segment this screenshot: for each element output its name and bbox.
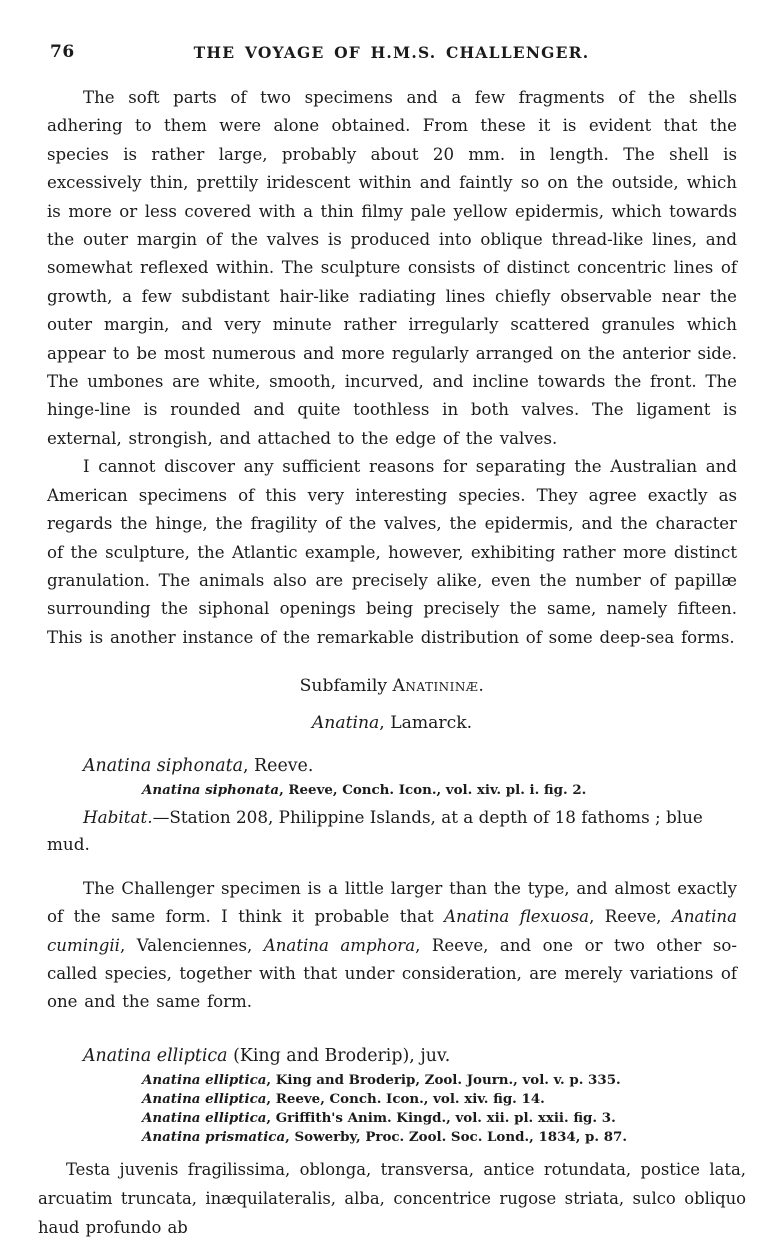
genus-heading: Anatina, Lamarck. xyxy=(311,713,473,734)
subfamily-heading: Subfamily Anatininæ. xyxy=(299,676,485,697)
page-number: 76 xyxy=(50,42,75,62)
text-block xyxy=(38,84,746,1242)
paragraph-challenger-specimen: The Challenger specimen is a little larger than the type, and almost exactly of the same form. I think it probable that Anatina flexuosa, Reeve, Anatina cumingii, Valenciennes, Anatina amphora, Reeve, and one or two other so-called species, together with that under consideration, are merely variations of one and the same form. xyxy=(47,878,738,1012)
synonymy-line: Anatina prismatica, Sowerby, Proc. Zool. Soc. Lond., 1834, p. 87. xyxy=(142,1128,628,1145)
synonymy-list-elliptica xyxy=(142,1071,737,1147)
species-heading-siphonata: Anatina siphonata, Reeve. xyxy=(83,756,314,777)
paragraph-soft-parts: The soft parts of two specimens and a few fragments of the shells adhering to them were alone obtained. From these it is evident that the species is rather large, probably about 20 mm. in length. The shell is excessively thin, prettily iridescent within and faintly so on the outside, which is more or less covered with a thin filmy pale yellow epidermis, which towards the outer margin of the valves is produced into oblique thread-like lines, and somewhat reflexed within. The sculpture consists of distinct concentric lines of growth, a few subdistant hair-like radiating lines chiefly observable near the outer margin, and very minute rather irregularly scattered granules which appear to be most numerous and more regularly arranged on the anterior side. The umbones are white, smooth, incurved, and incline towards the front. The hinge-line is rounded and quite toothless in both valves. The ligament is external, strongish, and attached to the edge of the valves. xyxy=(47,88,737,448)
running-title: THE VOYAGE OF H.M.S. CHALLENGER. xyxy=(193,43,590,62)
synonymy-line: Anatina elliptica, Griffith's Anim. Kingd., vol. xii. pl. xxii. fig. 3. xyxy=(142,1109,616,1126)
paragraph-latin-description: Testa juvenis fragilissima, oblonga, transversa, antice rotundata, postice lata, arcuatim truncata, inæquilateralis, alba, concentrice rugose striata, sulco obliquo haud profundo ab xyxy=(38,1160,746,1238)
running-header xyxy=(47,42,736,64)
habitat-line: Habitat.—Station 208, Philippine Islands, at a depth of 18 fathoms ; blue mud. xyxy=(47,807,703,855)
synonymy-line: Anatina siphonata, Reeve, Conch. Icon., vol. xiv. pl. i. fig. 2. xyxy=(142,782,587,799)
species-heading-elliptica: Anatina elliptica (King and Broderip), juv. xyxy=(83,1045,451,1066)
synonymy-line: Anatina elliptica, Reeve, Conch. Icon., vol. xiv. fig. 14. xyxy=(142,1090,545,1107)
paragraph-cannot-discover: I cannot discover any sufficient reasons for separating the Australian and American specimens of this very interesting species. They agree exactly as regards the hinge, the fragility of the valves, the epidermis, and the character of the sculpture, the Atlantic example, however, exhibiting rather more distinct granulation. The animals also are precisely alike, even the number of papillæ surrounding the siphonal openings being precisely the same, namely fifteen. This is another instance of the remarkable distribution of some deep-sea forms. xyxy=(47,457,737,647)
synonymy-line: Anatina elliptica, King and Broderip, Zool. Journ., vol. v. p. 335. xyxy=(142,1071,621,1088)
synonymy-list-siphonata xyxy=(142,781,737,800)
